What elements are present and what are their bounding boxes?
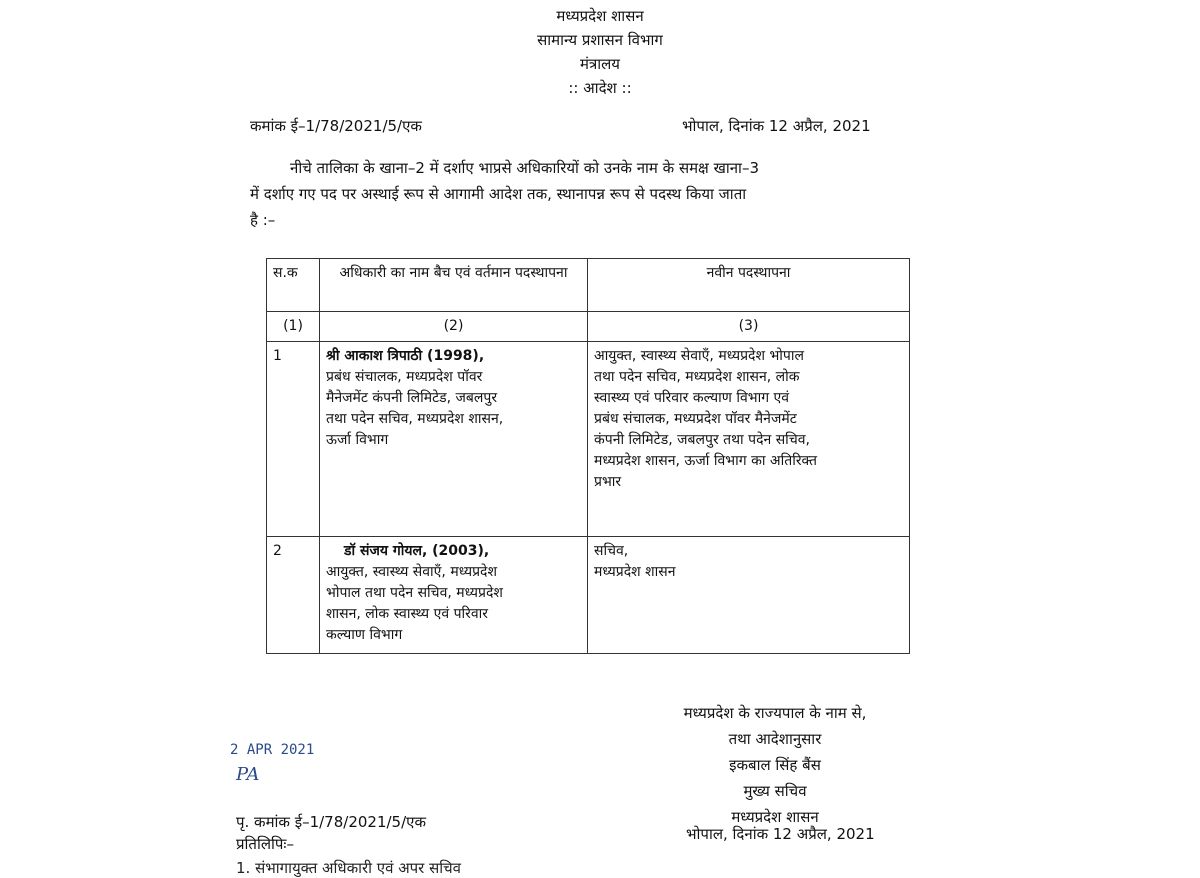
posting-line: कंपनी लिमिटेड, जबलपुर तथा पदेन सचिव, — [594, 432, 810, 448]
order-reference-number: कमांक ई–1/78/2021/5/एक — [250, 117, 422, 135]
officer-line: डॉ संजय गोयल, (2003), — [344, 543, 490, 559]
signatory-designation: मुख्य सचिव — [743, 782, 807, 800]
footer-reference-number: पृ. कमांक ई–1/78/2021/5/एक — [236, 813, 426, 831]
department-header-line-2: सामान्य प्रशासन विभाग — [537, 31, 663, 49]
order-paragraph-line-1: नीचे तालिका के खाना–2 में दर्शाए भाप्रसे अधिकारियों को उनके नाम के समक्ष खाना–3 — [290, 159, 759, 177]
officer-line: शासन, लोक स्वास्थ्य एवं परिवार — [326, 606, 489, 622]
table-row — [267, 537, 910, 654]
officer-details-cell — [320, 537, 588, 654]
handwritten-initials: PA — [236, 764, 260, 785]
posting-table — [266, 258, 910, 654]
row-serial-number: 2 — [267, 537, 320, 654]
officer-line: आयुक्त, स्वास्थ्य सेवाएँ, मध्यप्रदेश — [326, 564, 498, 580]
order-place-date: भोपाल, दिनांक 12 अप्रैल, 2021 — [682, 117, 871, 135]
signature-place-date: भोपाल, दिनांक 12 अप्रैल, 2021 — [686, 825, 875, 843]
header-officer-details: अधिकारी का नाम बैच एवं वर्तमान पदस्थापना — [320, 259, 588, 312]
row-serial-number: 1 — [267, 342, 320, 537]
department-header-line-1: मध्यप्रदेश शासन — [556, 7, 644, 25]
new-posting-cell — [588, 537, 910, 654]
posting-line: तथा पदेन सचिव, मध्यप्रदेश शासन, लोक — [594, 369, 800, 385]
column-number-2: (2) — [320, 312, 588, 342]
order-paragraph-line-2: में दर्शाए गए पद पर अस्थाई रूप से आगामी आदेश तक, स्थानापन्न रूप से पदस्थ किया जाता — [250, 185, 747, 203]
department-header-line-3: मंत्रालय — [579, 55, 620, 73]
table-column-number-row — [267, 312, 910, 342]
officer-line: ऊर्जा विभाग — [326, 432, 389, 448]
officer-line: प्रबंध संचालक, मध्यप्रदेश पॉवर — [326, 369, 483, 385]
officer-line: कल्याण विभाग — [326, 627, 403, 643]
officer-line: भोपाल तथा पदेन सचिव, मध्यप्रदेश — [326, 585, 503, 601]
officer-line: तथा पदेन सचिव, मध्यप्रदेश शासन, — [326, 411, 504, 427]
column-number-3: (3) — [588, 312, 910, 342]
posting-line: आयुक्त, स्वास्थ्य सेवाएँ, मध्यप्रदेश भोपाल — [594, 348, 804, 364]
header-serial-number: स.क — [267, 259, 320, 312]
truncated-footer-text: 1. संभागायुक्त अधिकारी एवं अपर सचिव — [236, 859, 461, 877]
order-heading: :: आदेश :: — [568, 79, 632, 97]
truncated-footer-line — [236, 858, 676, 877]
signature-block — [600, 700, 950, 830]
signatory-department: मध्यप्रदेश शासन — [731, 808, 819, 826]
column-number-1: (1) — [267, 312, 320, 342]
posting-line: प्रभार — [594, 474, 622, 490]
posting-line: प्रबंध संचालक, मध्यप्रदेश पॉवर मैनेजमेंट — [594, 411, 797, 427]
order-paragraph-line-3: है :– — [250, 211, 276, 229]
signature-line-1: मध्यप्रदेश के राज्यपाल के नाम से, — [683, 704, 867, 722]
officer-line: मैनेजमेंट कंपनी लिमिटेड, जबलपुर — [326, 390, 498, 406]
officer-line: श्री आकाश त्रिपाठी (1998), — [326, 348, 485, 364]
table-row — [267, 342, 910, 537]
posting-line: मध्यप्रदेश शासन, ऊर्जा विभाग का अतिरिक्त — [594, 453, 818, 469]
signatory-name: इकबाल सिंह बैंस — [729, 756, 821, 774]
posting-line: सचिव, — [594, 543, 629, 559]
receipt-date-stamp: 2 APR 2021 — [230, 742, 315, 758]
new-posting-cell — [588, 342, 910, 537]
posting-line: स्वास्थ्य एवं परिवार कल्याण विभाग एवं — [594, 390, 790, 406]
posting-line: मध्यप्रदेश शासन — [594, 564, 676, 580]
header-new-posting: नवीन पदस्थापना — [588, 259, 910, 312]
officer-details-cell — [320, 342, 588, 537]
signature-line-2: तथा आदेशानुसार — [728, 730, 822, 748]
copy-to-label: प्रतिलिपिः– — [236, 835, 294, 853]
table-header-row — [267, 259, 910, 312]
